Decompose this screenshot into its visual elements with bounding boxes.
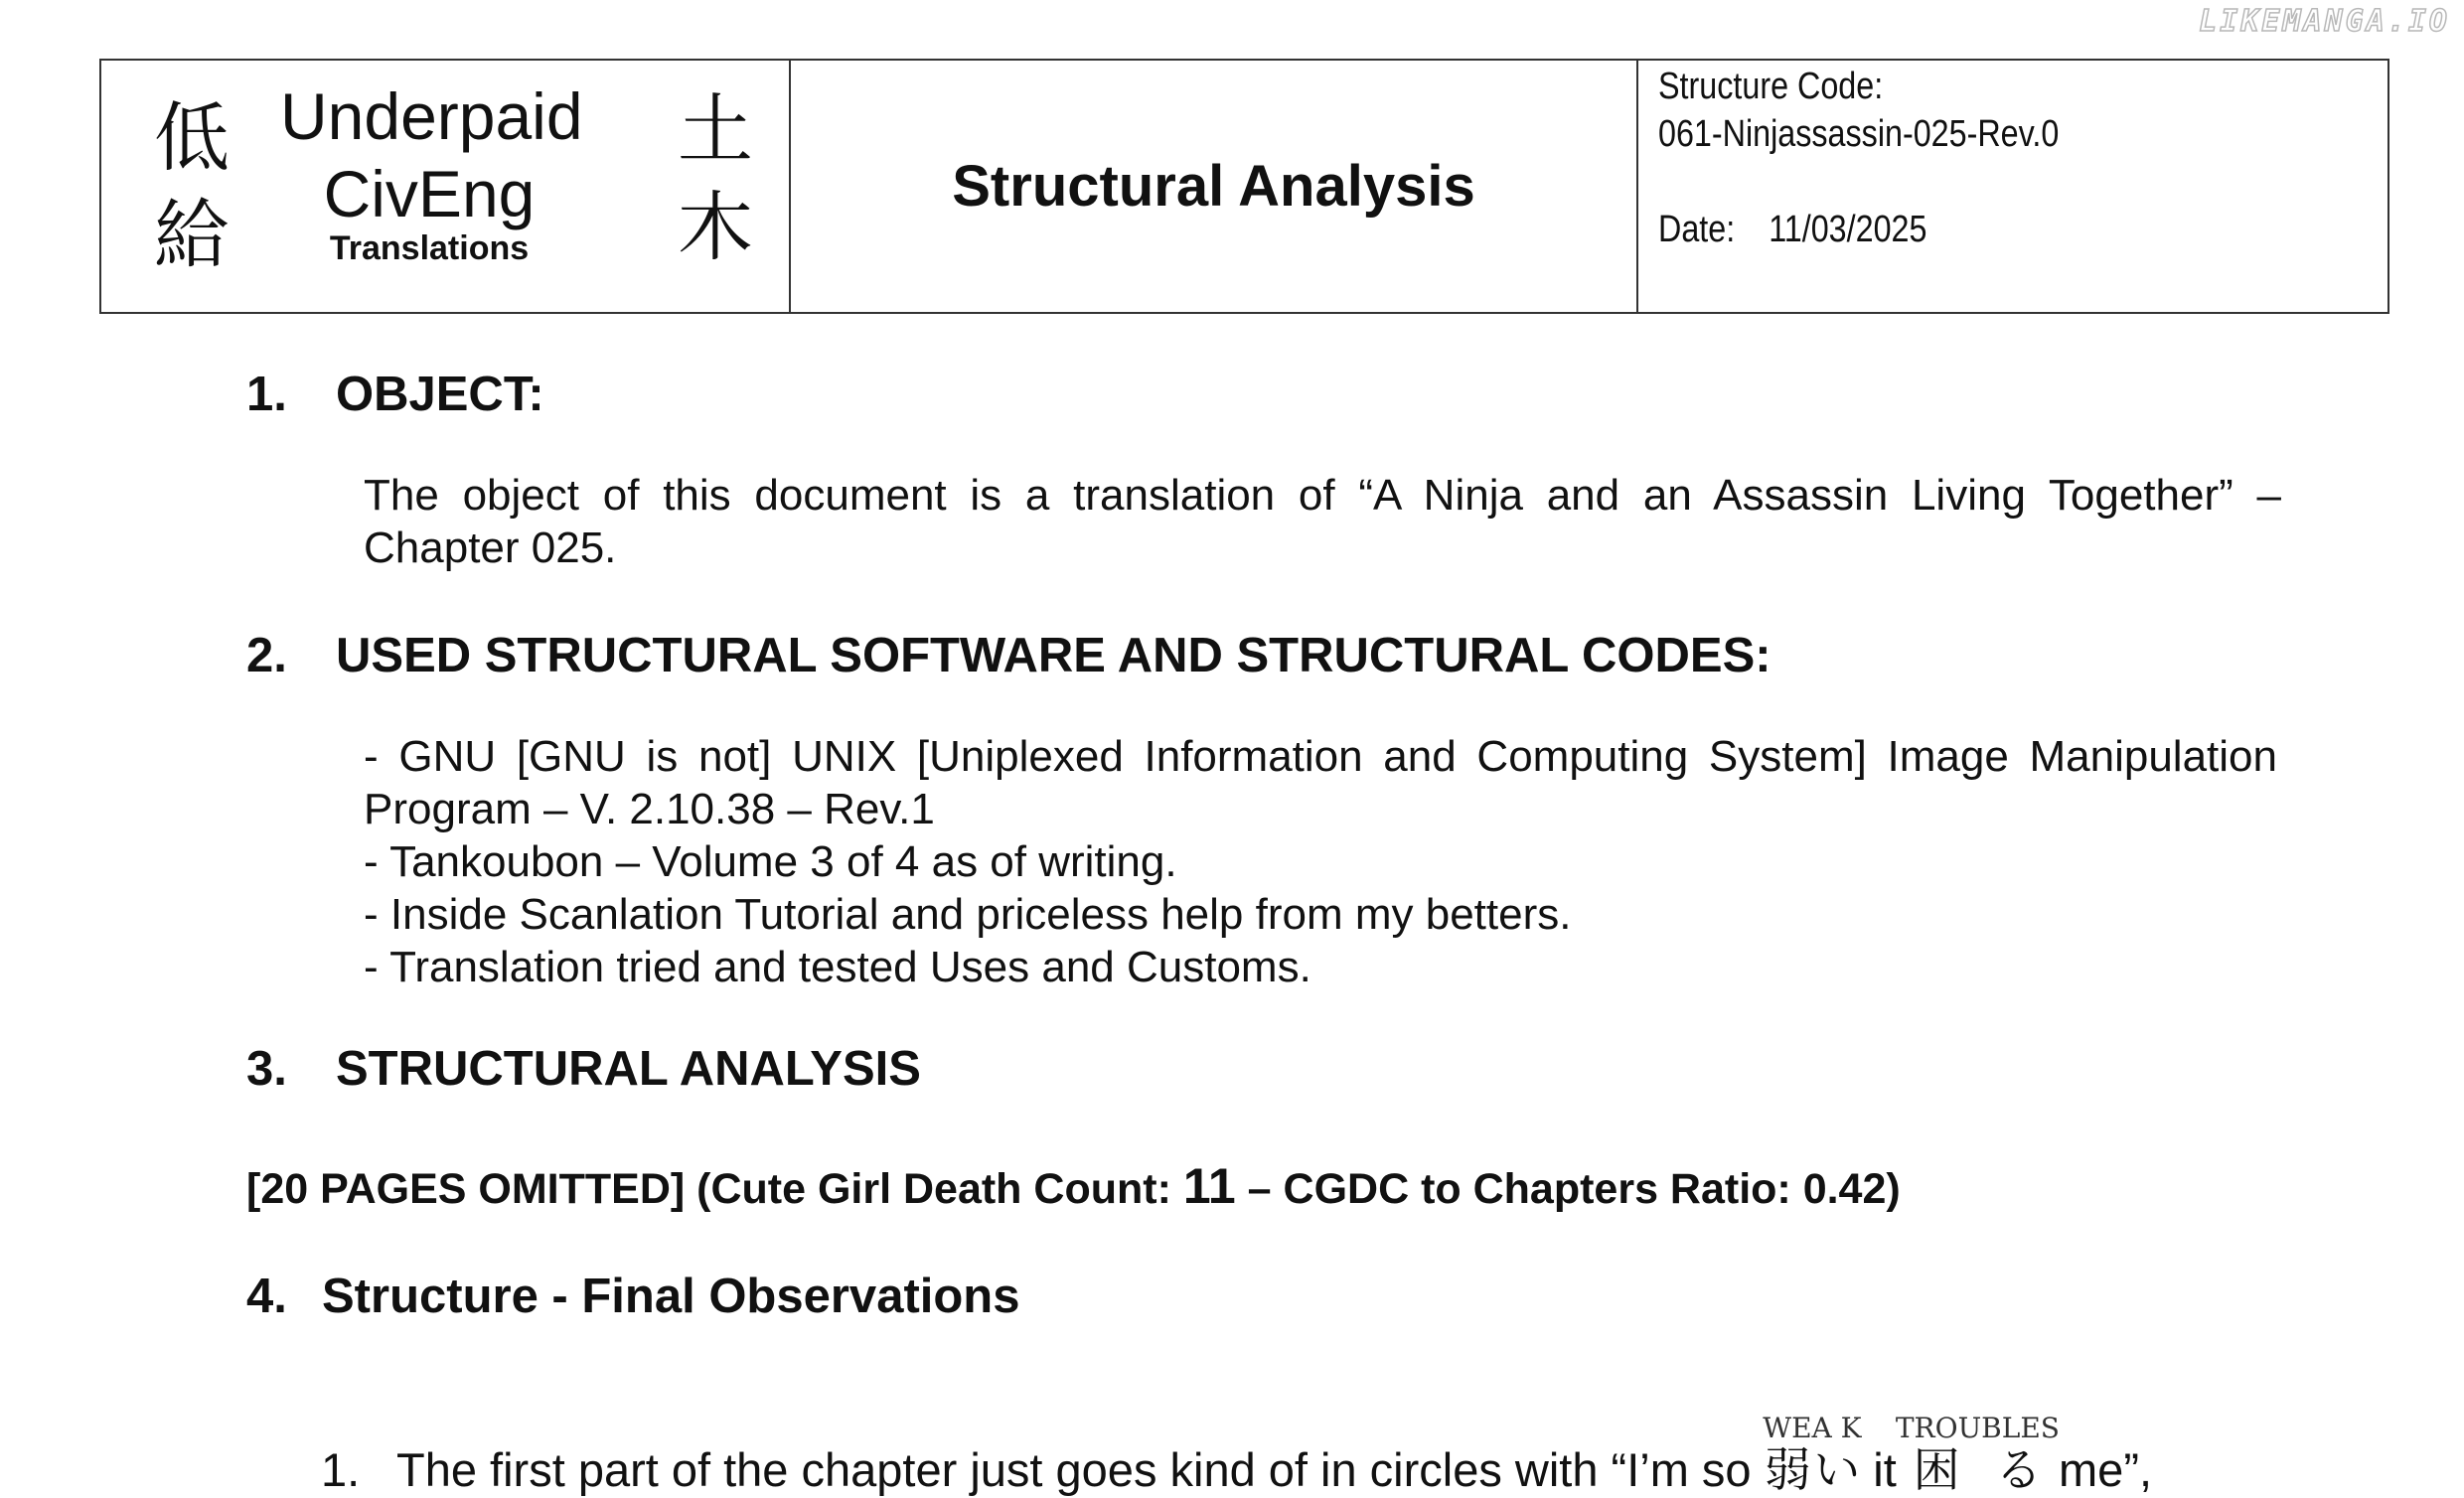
logo-line-underpaid: Underpaid [280, 79, 583, 153]
ruby-word-weak [1763, 1412, 1862, 1496]
date-label: Date: [1658, 209, 1736, 250]
omitted-suffix: – CGDC to Chapters Ratio: 0.42) [1235, 1165, 1901, 1213]
title-block-table [99, 59, 2389, 314]
observation-item-1 [321, 1412, 2153, 1498]
logo-kanji: 木 [678, 183, 753, 271]
ruby-annotation: TROUBLES [1895, 1412, 2060, 1444]
observation-text: The first part of the chapter just goes kind of in circles with “I’m so [396, 1443, 1765, 1496]
document-title: Structural Analysis [952, 154, 1475, 219]
watermark: LIKEMANGA.IO [2199, 4, 2450, 39]
section-number: 2. [246, 629, 287, 682]
section-heading-observations [246, 1270, 1020, 1323]
software-list-item: - Inside Scanlation Tutorial and priceless help from my betters. [364, 890, 1572, 939]
logo-cell [101, 61, 791, 312]
death-count: 11 [1182, 1158, 1236, 1214]
section-title: OBJECT: [336, 368, 544, 421]
info-cell [1638, 61, 2387, 312]
section-title: Structure - Final Observations [322, 1270, 1020, 1323]
logo-line-civeng: CivEng [323, 157, 536, 230]
object-paragraph-line-2: Chapter 025. [364, 524, 617, 572]
logo-line-translations: Translations [329, 229, 530, 267]
software-list-item: - Tankoubon – Volume 3 of 4 as of writing. [364, 837, 1177, 886]
software-list-item: Program – V. 2.10.38 – Rev.1 [364, 785, 935, 833]
kanji-troubles: 困る [1895, 1443, 2060, 1496]
object-paragraph-line-1: The object of this document is a translation of “A Ninja and an Assassin Living Together” – [364, 471, 2281, 520]
section-title: USED STRUCTURAL SOFTWARE AND STRUCTURAL CODES: [336, 629, 1771, 682]
structure-code-value: 061-Ninjassassin-025-Rev.0 [1658, 113, 2060, 155]
structure-code-label: Structure Code: [1658, 66, 1884, 107]
logo-kanji: 土 [678, 85, 753, 174]
omitted-pages-note [246, 1158, 1901, 1214]
ruby-annotation: WEA K [1763, 1412, 1862, 1444]
section-heading-analysis [246, 1042, 921, 1096]
omitted-prefix: [20 PAGES OMITTED] (Cute Girl Death Count: [246, 1165, 1183, 1213]
software-list-item: - GNU [GNU is not] UNIX [Uniplexed Information and Computing System] Image Manipulation [364, 732, 2277, 781]
observation-number: 1. [321, 1443, 361, 1496]
section-number: 1. [246, 368, 287, 421]
observation-text: me”, [2045, 1443, 2153, 1496]
section-number: 4. [246, 1270, 287, 1323]
section-heading-software [246, 629, 1771, 682]
ruby-word-troubles [1895, 1412, 2060, 1496]
title-cell [791, 61, 1638, 312]
software-list-item: - Translation tried and tested Uses and Customs. [364, 943, 1311, 991]
date-value: 11/03/2025 [1769, 209, 1927, 250]
observation-text: it [1860, 1443, 1910, 1496]
logo-kanji: 低 [154, 93, 230, 182]
logo-kanji: 給 [154, 191, 230, 279]
section-number: 3. [246, 1042, 287, 1096]
date-row [1658, 211, 1926, 248]
section-title: STRUCTURAL ANALYSIS [336, 1042, 921, 1096]
section-heading-object [246, 368, 544, 421]
kanji-weak: 弱い [1763, 1443, 1862, 1496]
